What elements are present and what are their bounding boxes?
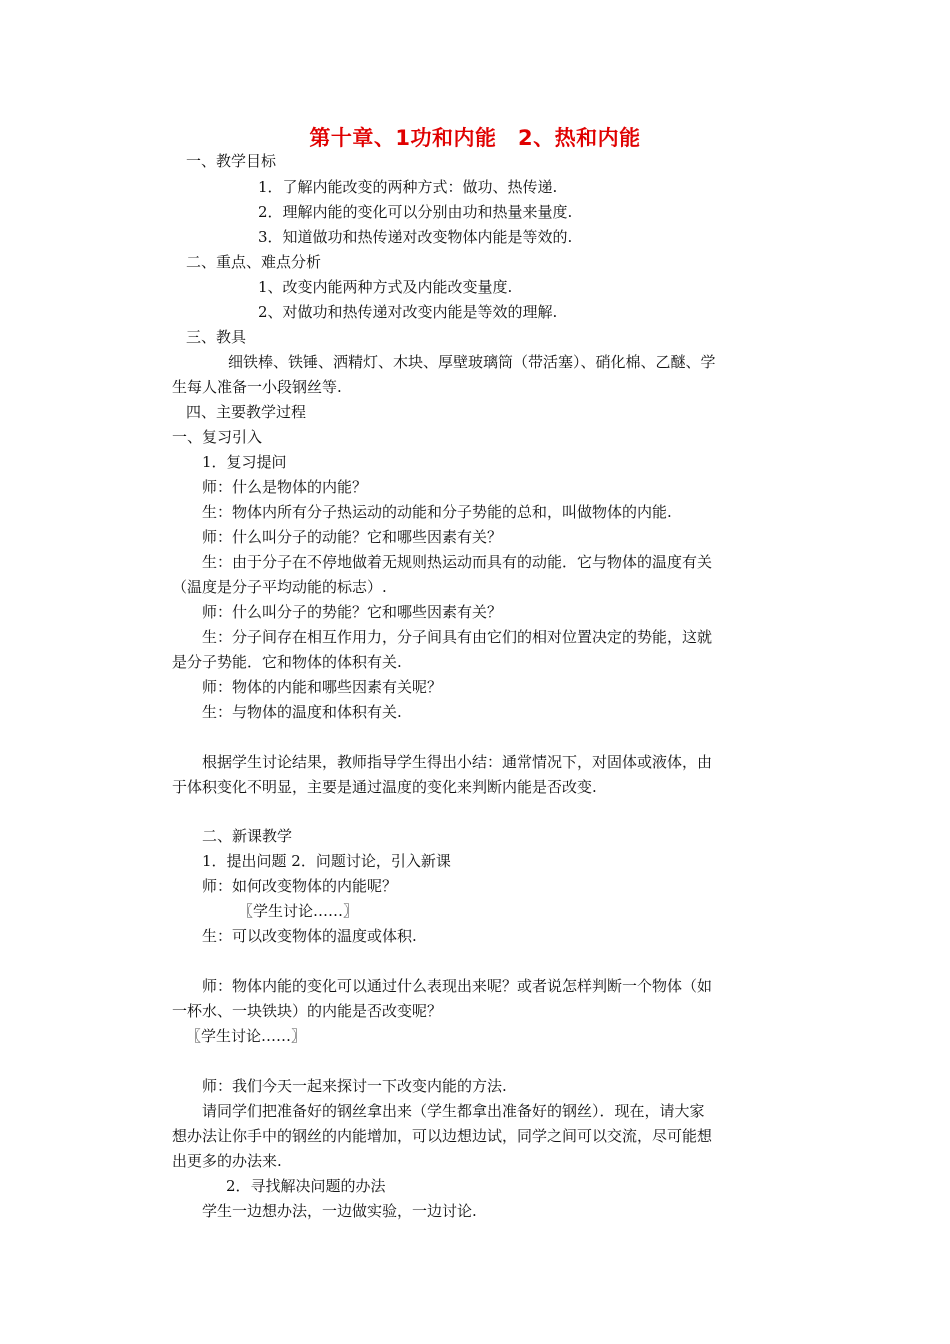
- dialogue-line: （温度是分子平均动能的标志）.: [172, 578, 387, 596]
- document-title: 第十章、1功和内能 2、热和内能: [309, 126, 641, 150]
- dialogue-line: 生：物体内所有分子热运动的动能和分子势能的总和，叫做物体的内能.: [202, 503, 672, 521]
- dialogue-line: 师：如何改变物体的内能呢？: [202, 877, 398, 895]
- list-item: 1、改变内能两种方式及内能改变量度.: [258, 278, 513, 296]
- section-heading: 二、新课教学: [202, 827, 293, 845]
- dialogue-line: 生：分子间存在相互作用力，分子间具有由它们的相对位置决定的势能，这就: [202, 628, 713, 646]
- dialogue-line: 一杯水、一块铁块）的内能是否改变呢？: [172, 1002, 443, 1020]
- subsection-heading: 1．复习提问: [202, 453, 287, 471]
- paragraph-line: 想办法让你手中的钢丝的内能增加，可以边想边试，同学之间可以交流，尽可能想: [172, 1127, 713, 1145]
- list-item: 3．知道做功和热传递对改变物体内能是等效的.: [258, 228, 573, 246]
- dialogue-line: 师：物体的内能和哪些因素有关呢？: [202, 678, 443, 696]
- dialogue-line: 师：物体内能的变化可以通过什么表现出来呢？或者说怎样判断一个物体（如: [202, 977, 713, 995]
- paragraph-line: 生每人准备一小段钢丝等.: [172, 378, 342, 396]
- subsection-heading: 2．寻找解决问题的办法: [226, 1177, 386, 1195]
- dialogue-line: 生：由于分子在不停地做着无规则热运动而具有的动能．它与物体的温度有关: [202, 553, 713, 571]
- section-heading: 一、教学目标: [186, 152, 277, 170]
- paragraph-line: 细铁棒、铁锤、洒精灯、木块、厚壁玻璃筒（带活塞）、硝化棉、乙醚、学: [228, 353, 716, 371]
- dialogue-line: 师：什么叫分子的动能？它和哪些因素有关？: [202, 528, 503, 546]
- paragraph-line: 于体积变化不明显，主要是通过温度的变化来判断内能是否改变.: [172, 778, 597, 796]
- stage-note: 〖学生讨论……〗: [186, 1027, 307, 1045]
- section-heading: 四、主要教学过程: [186, 403, 307, 421]
- section-heading: 二、重点、难点分析: [186, 253, 322, 271]
- dialogue-line: 师：我们今天一起来探讨一下改变内能的方法.: [202, 1077, 507, 1095]
- list-item: 1．了解内能改变的两种方式：做功、热传递.: [258, 178, 558, 196]
- dialogue-line: 生：可以改变物体的温度或体积.: [202, 927, 417, 945]
- dialogue-line: 是分子势能．它和物体的体积有关.: [172, 653, 402, 671]
- dialogue-line: 师：什么是物体的内能？: [202, 478, 368, 496]
- subsection-heading: 1．提出问题 2．问题讨论，引入新课: [202, 852, 451, 870]
- paragraph-line: 根据学生讨论结果，教师指导学生得出小结：通常情况下，对固体或液体，由: [202, 753, 713, 771]
- list-item: 2、对做功和热传递对改变内能是等效的理解.: [258, 303, 558, 321]
- dialogue-line: 师：什么叫分子的势能？它和哪些因素有关？: [202, 603, 503, 621]
- paragraph-line: 请同学们把准备好的钢丝拿出来（学生都拿出准备好的钢丝）．现在，请大家: [202, 1102, 705, 1120]
- paragraph-line: 学生一边想办法，一边做实验，一边讨论.: [202, 1202, 477, 1220]
- section-heading: 三、教具: [186, 328, 247, 346]
- stage-note: 〖学生讨论……〗: [238, 902, 359, 920]
- section-heading: 一、复习引入: [172, 428, 263, 446]
- dialogue-line: 生：与物体的温度和体积有关.: [202, 703, 402, 721]
- list-item: 2．理解内能的变化可以分别由功和热量来量度.: [258, 203, 573, 221]
- paragraph-line: 出更多的办法来.: [172, 1152, 282, 1170]
